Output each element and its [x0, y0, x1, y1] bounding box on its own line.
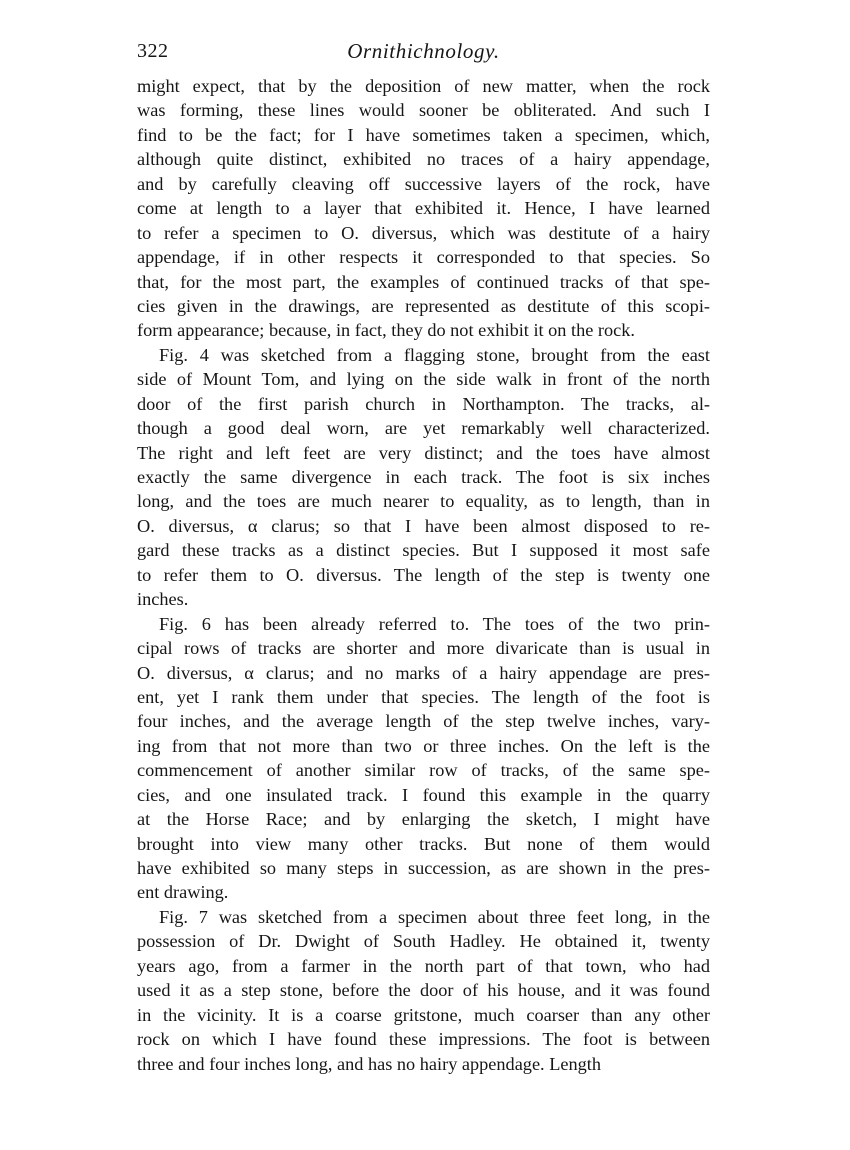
text-line: might expect, that by the deposition of new matter, when the rock — [137, 76, 710, 96]
page-number: 322 — [137, 40, 169, 62]
text-line: cies, and one insulated track. I found this example in the quarry — [137, 784, 710, 805]
text-line: though a good deal worn, are yet remarkably well characterized. — [137, 418, 710, 439]
text-line: cies given in the drawings, are represented as destitute of this scopi- — [137, 295, 710, 316]
paragraph — [137, 612, 710, 905]
text-line: used it as a step stone, before the door of his house, and it was found — [137, 980, 710, 1001]
body-text — [137, 74, 710, 1076]
paragraph — [137, 343, 710, 612]
text-line: find to be the fact; for I have sometimes taken a specimen, which, — [137, 124, 710, 145]
text-line: commencement of another similar row of tracks, of the same spe- — [137, 760, 710, 781]
text-line: in the vicinity. It is a coarse gritstone, much coarser than any other — [137, 1004, 710, 1025]
text-line: possession of Dr. Dwight of South Hadley. He obtained it, twenty — [137, 931, 710, 952]
text-line: form appearance; because, in fact, they do not exhibit it on the rock. — [137, 320, 635, 341]
text-line: years ago, from a farmer in the north part of that town, who had — [137, 955, 710, 976]
text-line: was forming, these lines would sooner be obliterated. And such I — [137, 100, 710, 121]
text-line: three and four inches long, and has no hairy appendage. Length — [137, 1053, 601, 1074]
page-header — [137, 34, 710, 68]
text-line: four inches, and the average length of the step twelve inches, vary- — [137, 711, 710, 732]
text-line: O. diversus, α clarus; and no marks of a hairy appendage are pres- — [137, 662, 710, 683]
text-line: brought into view many other tracks. But none of them would — [137, 833, 710, 854]
text-line: gard these tracks as a distinct species. But I supposed it most safe — [137, 540, 710, 561]
book-page — [137, 34, 710, 1076]
text-line: that, for the most part, the examples of continued tracks of that spe- — [137, 271, 710, 292]
text-line: door of the first parish church in Northampton. The tracks, al- — [137, 393, 710, 414]
text-line: come at length to a layer that exhibited it. Hence, I have learned — [137, 198, 710, 219]
text-line: inches. — [137, 589, 189, 610]
text-line: The right and left feet are very distinct; and the toes have almost — [137, 442, 710, 463]
text-line: appendage, if in other respects it corresponded to that species. So — [137, 247, 710, 268]
paragraph — [137, 905, 710, 1076]
text-line: to refer them to O. diversus. The length of the step is twenty one — [137, 564, 710, 585]
text-line: O. diversus, α clarus; so that I have been almost disposed to re- — [137, 515, 710, 536]
text-line: long, and the toes are much nearer to equality, as to length, than in — [137, 491, 710, 512]
text-line: have exhibited so many steps in succession, as are shown in the pres- — [137, 858, 710, 878]
text-line: at the Horse Race; and by enlarging the sketch, I might have — [137, 809, 710, 830]
text-line: rock on which I have found these impressions. The foot is between — [137, 1029, 710, 1050]
text-line: exactly the same divergence in each track. The foot is six inches — [137, 467, 710, 487]
text-line: and by carefully cleaving off successive layers of the rock, have — [137, 173, 710, 194]
paragraph — [137, 74, 710, 343]
running-title: Ornithichnology. — [347, 39, 500, 63]
text-line: to refer a specimen to O. diversus, which was destitute of a hairy — [137, 222, 710, 243]
text-line: ent, yet I rank them under that species. The length of the foot is — [137, 686, 710, 707]
text-line: cipal rows of tracks are shorter and more divaricate than is usual in — [137, 638, 710, 659]
text-line: ing from that not more than two or three inches. On the left is the — [137, 735, 710, 756]
text-line: ent drawing. — [137, 882, 229, 903]
text-line: Fig. 7 was sketched from a specimen about three feet long, in the — [159, 906, 710, 927]
text-line: Fig. 4 was sketched from a flagging stone, brought from the east — [159, 344, 710, 365]
text-line: side of Mount Tom, and lying on the side walk in front of the north — [137, 369, 710, 390]
text-line: although quite distinct, exhibited no traces of a hairy appendage, — [137, 149, 710, 170]
text-line: Fig. 6 has been already referred to. The toes of the two prin- — [159, 613, 710, 634]
